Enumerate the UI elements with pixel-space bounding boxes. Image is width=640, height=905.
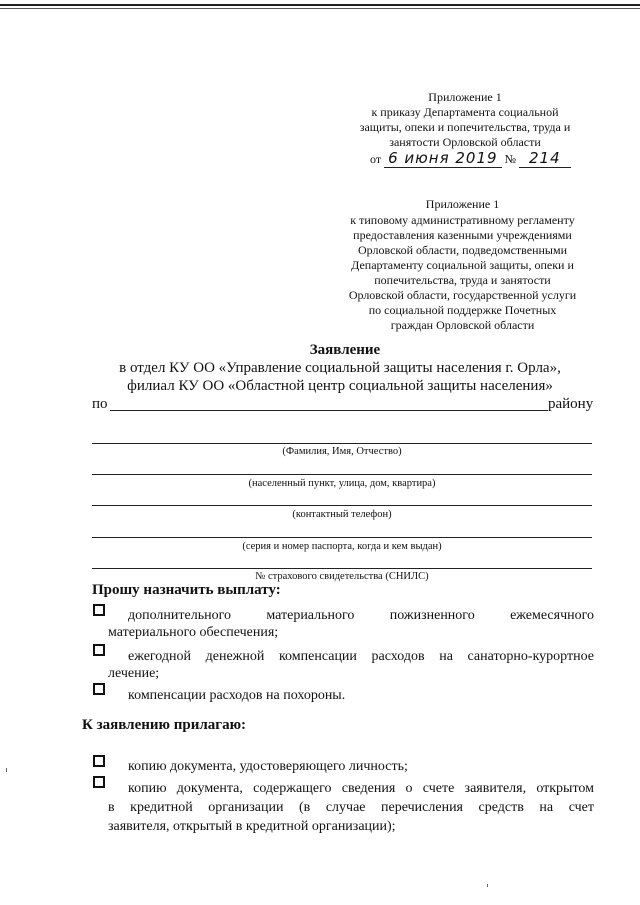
scan-speck <box>487 884 488 887</box>
checkbox-attachment-identity[interactable] <box>93 755 105 767</box>
attachment-item-text: копию документа, удостоверяющего личность; <box>128 759 408 774</box>
order-date-handwritten: 6 июня 2019 <box>384 149 501 168</box>
appendix1-line3: занятости Орловской области <box>389 135 541 149</box>
appendix2-line: попечительства, труда и занятости <box>374 273 551 287</box>
attachment-item-text-cont: в кредитной организации (в случае перечисления средств на счет <box>108 800 594 815</box>
snils-input-line[interactable] <box>92 568 592 569</box>
payment-item-text-cont: материального обеспечения; <box>108 625 279 640</box>
order-number-handwritten: 214 <box>519 149 571 168</box>
payment-item-text-cont: лечение; <box>108 666 160 681</box>
payment-item-text: компенсации расходов на похороны. <box>128 688 346 703</box>
appendix2-line: граждан Орловской области <box>390 318 535 332</box>
order-date-line <box>370 151 571 166</box>
appendix1-line1: к приказу Департамента социальной <box>371 105 559 119</box>
rayonu-label: району <box>548 396 594 412</box>
payments-heading: Прошу назначить выплату: <box>92 582 281 598</box>
checkbox-payment-lifetime[interactable] <box>93 604 105 616</box>
payment-item-text: ежегодной денежной компенсации расходов на санаторно-курортное <box>128 649 594 664</box>
appendix2-line: по социальной поддержке Почетных <box>368 303 557 317</box>
order-number-sign: № <box>504 152 517 166</box>
appendix2-title: Приложение 1 <box>425 197 500 211</box>
checkbox-payment-funeral[interactable] <box>93 683 105 695</box>
district-input-line[interactable] <box>110 410 548 411</box>
order-prefix: от <box>370 152 382 166</box>
checkbox-payment-sanatorium[interactable] <box>93 644 105 656</box>
attachment-item-text-cont: заявителя, открытый в кредитной организации); <box>108 819 396 834</box>
scan-speck <box>6 768 7 772</box>
attachment-item-text: копию документа, содержащего сведения о счете заявителя, открытом <box>128 781 594 796</box>
appendix2-line: к типовому административному регламенту <box>350 213 575 227</box>
checkbox-attachment-bank[interactable] <box>93 776 105 788</box>
address-caption: (населенный пункт, улица, дом, квартира) <box>248 478 436 489</box>
appendix2-line: предоставления казенными учреждениями <box>353 228 572 242</box>
application-recipient-line2: филиал КУ ОО «Областной центр социальной защиты населения» <box>127 378 553 394</box>
scan-top-border-inner <box>0 8 640 9</box>
appendix2-line: Орловской области, государственной услуги <box>348 288 577 302</box>
appendix1-title: Приложение 1 <box>428 90 502 104</box>
snils-caption: № страхового свидетельства (СНИЛС) <box>255 571 429 582</box>
appendix1-line2: защиты, опеки и попечительства, труда и <box>359 120 571 134</box>
appendix2-line: Департаменту социальной защиты, опеки и <box>351 258 574 272</box>
passport-caption: (серия и номер паспорта, когда и кем выдан) <box>242 541 442 552</box>
application-recipient-line1: в отдел КУ ОО «Управление социальной защиты населения г. Орла», <box>119 360 561 376</box>
fio-caption: (Фамилия, Имя, Отчество) <box>282 446 402 457</box>
scan-top-border <box>0 4 640 6</box>
passport-input-line[interactable] <box>92 537 592 538</box>
payment-item-text: дополнительного материального пожизненного ежемесячного <box>128 608 594 623</box>
appendix2-line: Орловской области, подведомственными <box>357 243 567 257</box>
phone-input-line[interactable] <box>92 505 592 506</box>
application-title: Заявление <box>309 342 381 358</box>
phone-caption: (контактный телефон) <box>292 509 392 520</box>
address-input-line[interactable] <box>92 474 592 475</box>
fio-input-line[interactable] <box>92 443 592 444</box>
po-label: по <box>92 396 108 412</box>
attachments-heading: К заявлению прилагаю: <box>82 717 247 733</box>
